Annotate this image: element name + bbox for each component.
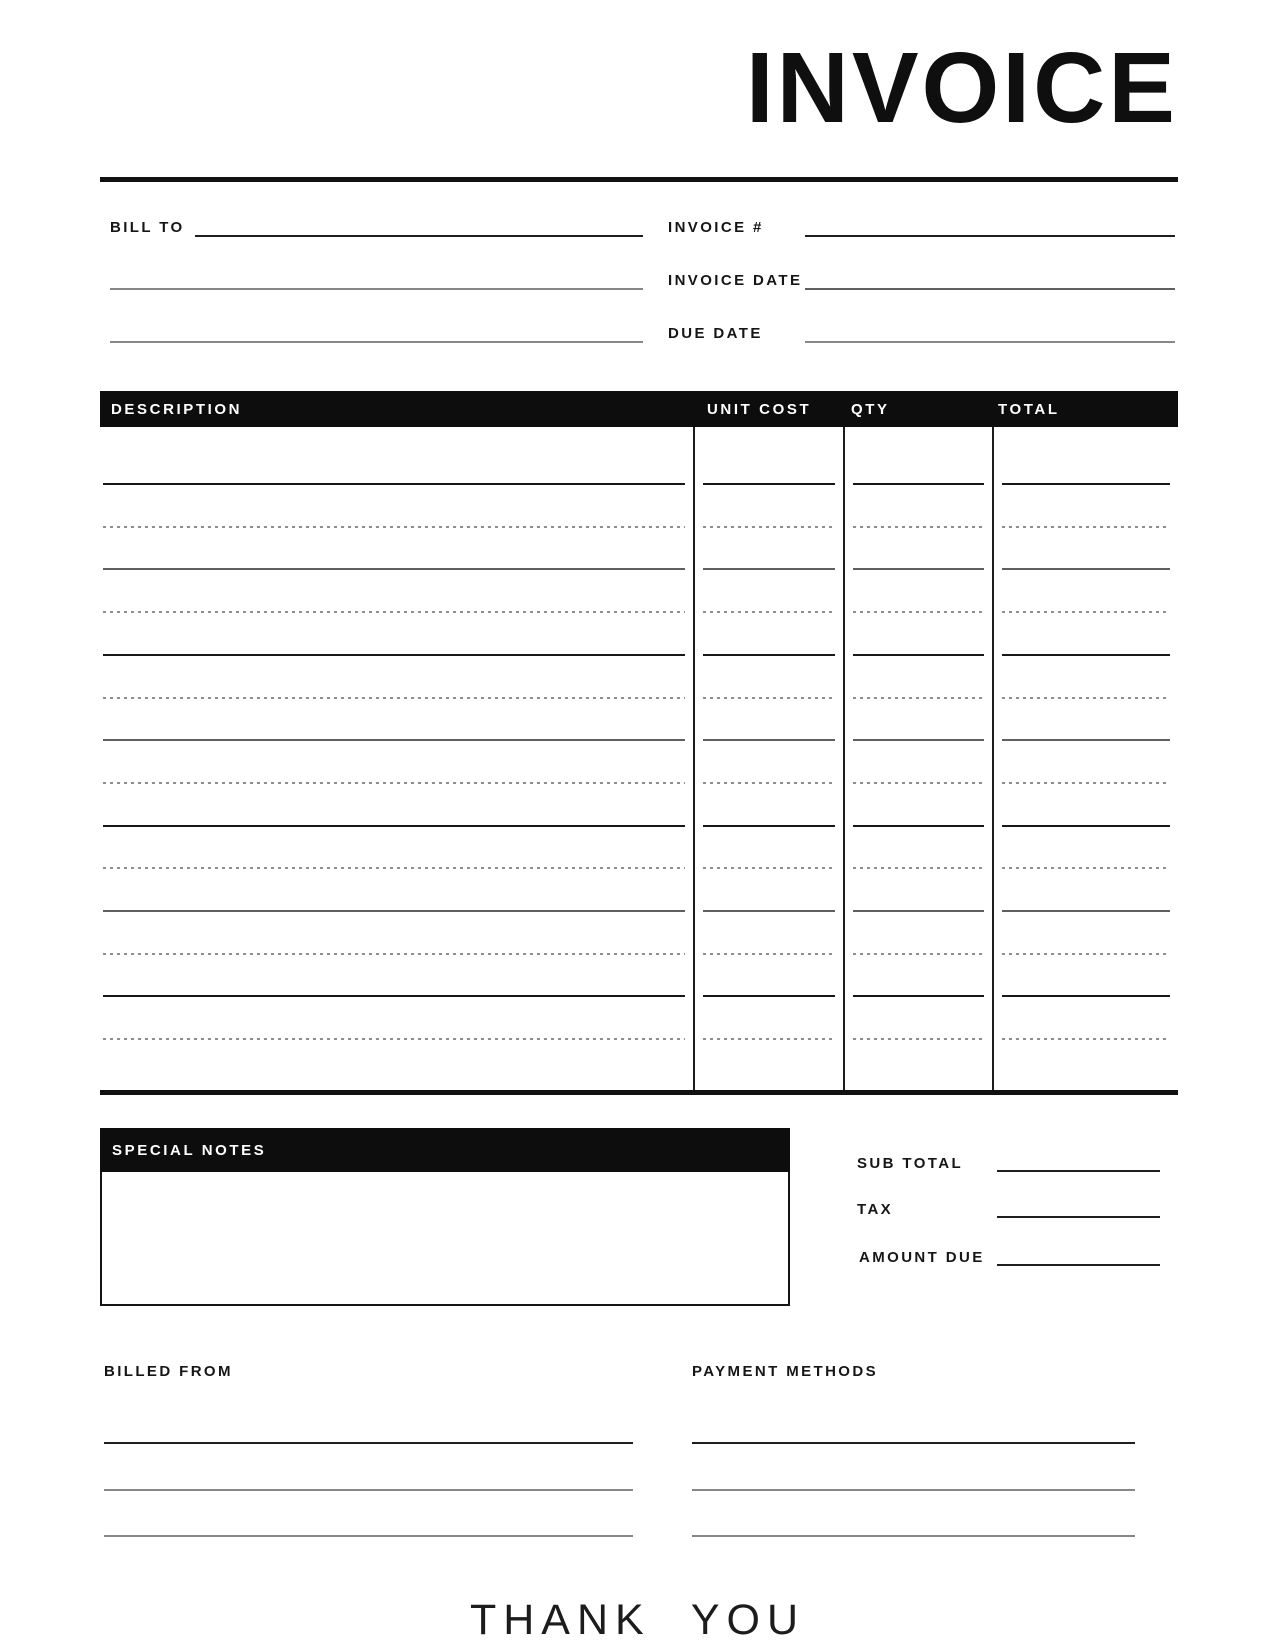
sub-total-line[interactable] — [997, 1170, 1160, 1172]
billed-from-line-2[interactable] — [104, 1489, 633, 1491]
item-row-line-dashed[interactable] — [103, 697, 685, 699]
tax-line[interactable] — [997, 1216, 1160, 1218]
due-date-line[interactable] — [805, 341, 1175, 343]
item-row-line-solid[interactable] — [1002, 995, 1170, 997]
col-header-description: DESCRIPTION — [111, 401, 243, 418]
special-notes-area[interactable] — [100, 1172, 790, 1306]
item-row-line-dashed[interactable] — [853, 697, 984, 699]
item-row-line-solid[interactable] — [853, 995, 984, 997]
item-row-line-dashed[interactable] — [103, 1038, 685, 1040]
item-row-line-solid[interactable] — [1002, 654, 1170, 656]
item-row-line-solid[interactable] — [853, 654, 984, 656]
item-row-line-dashed[interactable] — [103, 782, 685, 784]
col-header-qty: QTY — [851, 401, 890, 418]
invoice-date-line[interactable] — [805, 288, 1175, 290]
item-row-line-dashed[interactable] — [1002, 953, 1170, 955]
amount-due-line[interactable] — [997, 1264, 1160, 1266]
item-row-line-solid[interactable] — [703, 910, 835, 912]
special-notes-header-bar — [100, 1128, 790, 1172]
item-row-line-dashed[interactable] — [1002, 697, 1170, 699]
item-row-line-dashed[interactable] — [1002, 867, 1170, 869]
item-row-line-dashed[interactable] — [853, 782, 984, 784]
item-row-line-dashed[interactable] — [853, 953, 984, 955]
item-row-line-solid[interactable] — [703, 825, 835, 827]
invoice-number-line[interactable] — [805, 235, 1175, 237]
item-row-line-solid[interactable] — [103, 568, 685, 570]
payment-methods-line-3[interactable] — [692, 1535, 1135, 1537]
item-row-line-dashed[interactable] — [703, 1038, 835, 1040]
item-row-line-solid[interactable] — [103, 825, 685, 827]
item-row-line-dashed[interactable] — [703, 953, 835, 955]
payment-methods-line-2[interactable] — [692, 1489, 1135, 1491]
item-row-line-dashed[interactable] — [853, 526, 984, 528]
item-row-line-solid[interactable] — [853, 825, 984, 827]
item-row-line-solid[interactable] — [853, 483, 984, 485]
bill-to-line-3[interactable] — [110, 341, 643, 343]
sub-total-label: SUB TOTAL — [857, 1155, 964, 1172]
billed-from-line-3[interactable] — [104, 1535, 633, 1537]
invoice-number-label: INVOICE # — [668, 219, 764, 236]
item-row-line-dashed[interactable] — [703, 611, 835, 613]
col-header-unit-cost: UNIT COST — [707, 401, 812, 418]
payment-methods-line-1[interactable] — [692, 1442, 1135, 1444]
item-row-line-dashed[interactable] — [853, 867, 984, 869]
item-row-line-solid[interactable] — [103, 910, 685, 912]
billed-from-label: BILLED FROM — [104, 1363, 233, 1380]
amount-due-label: AMOUNT DUE — [859, 1249, 985, 1266]
bill-to-line-2[interactable] — [110, 288, 643, 290]
item-row-line-solid[interactable] — [853, 568, 984, 570]
item-row-line-dashed[interactable] — [703, 526, 835, 528]
item-row-line-solid[interactable] — [103, 995, 685, 997]
item-row-line-solid[interactable] — [703, 654, 835, 656]
thank-you-text: THANK YOU — [469, 1596, 806, 1644]
due-date-label: DUE DATE — [668, 325, 763, 342]
invoice-date-label: INVOICE DATE — [668, 272, 803, 289]
item-row-line-dashed[interactable] — [1002, 782, 1170, 784]
item-row-line-solid[interactable] — [1002, 825, 1170, 827]
item-row-line-dashed[interactable] — [103, 953, 685, 955]
item-row-line-dashed[interactable] — [1002, 526, 1170, 528]
item-row-line-dashed[interactable] — [853, 611, 984, 613]
page-title: INVOICE — [745, 32, 1178, 144]
item-row-line-dashed[interactable] — [103, 611, 685, 613]
item-row-line-solid[interactable] — [853, 910, 984, 912]
item-row-line-dashed[interactable] — [703, 867, 835, 869]
top-divider — [100, 177, 1178, 182]
column-divider-1 — [693, 427, 695, 1092]
item-row-line-solid[interactable] — [103, 483, 685, 485]
item-row-line-solid[interactable] — [703, 483, 835, 485]
column-divider-3 — [992, 427, 994, 1092]
item-row-line-solid[interactable] — [703, 568, 835, 570]
item-row-line-dashed[interactable] — [103, 526, 685, 528]
col-header-total: TOTAL — [998, 401, 1060, 418]
item-row-line-solid[interactable] — [103, 739, 685, 741]
item-row-line-solid[interactable] — [1002, 568, 1170, 570]
item-row-line-solid[interactable] — [1002, 739, 1170, 741]
item-row-line-solid[interactable] — [103, 654, 685, 656]
payment-methods-label: PAYMENT METHODS — [692, 1363, 879, 1380]
bill-to-label: BILL TO — [110, 219, 185, 236]
table-bottom-divider — [100, 1090, 1178, 1095]
bill-to-line-1[interactable] — [195, 235, 643, 237]
item-row-line-dashed[interactable] — [1002, 1038, 1170, 1040]
special-notes-label: SPECIAL NOTES — [112, 1142, 267, 1159]
item-row-line-solid[interactable] — [853, 739, 984, 741]
item-row-line-solid[interactable] — [703, 995, 835, 997]
billed-from-line-1[interactable] — [104, 1442, 633, 1444]
item-row-line-solid[interactable] — [703, 739, 835, 741]
tax-label: TAX — [857, 1201, 894, 1218]
item-row-line-solid[interactable] — [1002, 483, 1170, 485]
item-row-line-dashed[interactable] — [703, 697, 835, 699]
item-row-line-dashed[interactable] — [703, 782, 835, 784]
item-row-line-solid[interactable] — [1002, 910, 1170, 912]
item-row-line-dashed[interactable] — [853, 1038, 984, 1040]
item-row-line-dashed[interactable] — [1002, 611, 1170, 613]
column-divider-2 — [843, 427, 845, 1092]
item-row-line-dashed[interactable] — [103, 867, 685, 869]
